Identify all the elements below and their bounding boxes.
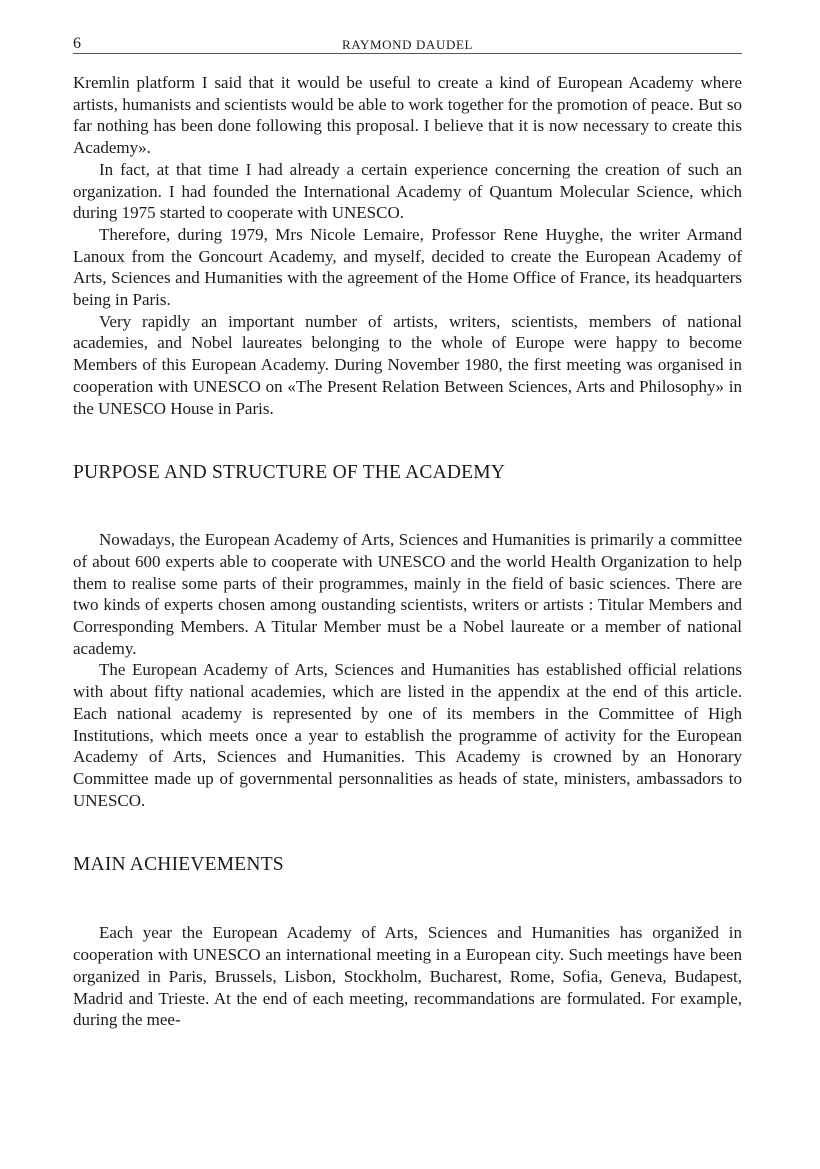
purpose-paragraph-1: Nowadays, the European Academy of Arts, Sciences and Humanities is primarily a committee of about 600 experts able to cooperate with UNESCO and the world Health Organization to help them to realise some parts of their programmes, mainly in the field of basic sciences. There are two kinds of experts chosen among oustanding scientists, writers or artists : Titular Members and Corresponding Members. A Titular Member must be a Nobel laureate or a member of national academy. [73,530,742,658]
body-text [73,72,742,1031]
achievements-paragraph-1: Each year the European Academy of Arts, Sciences and Humanities has organižed in cooperation with UNESCO an international meeting in a European city. Such meetings have been organized in Paris, Brussels, Lisbon, Stockholm, Bucharest, Rome, Sofia, Geneva, Budapest, Madrid and Trieste. At the end of each meeting, recommandations are formulated. For example, during the mee- [73,923,742,1030]
section-heading-purpose: PURPOSE AND STRUCTURE OF THE ACADEMY [73,462,506,484]
intro-paragraph-4: Very rapidly an important number of artists, writers, scientists, members of national academies, and Nobel laureates belonging to the whole of Europe were happy to become Members of this European Academy. During November 1980, the first meeting was organised in cooperation with UNESCO on «The Present Relation Between Sciences, Arts and Philosophy» in the UNESCO House in Paris. [73,311,742,418]
section-heading-achievements: MAIN ACHIEVEMENTS [73,854,284,876]
running-header [73,35,742,54]
intro-paragraph-2: In fact, at that time I had already a certain experience concerning the creation of such an organization. I had founded the International Academy of Quantum Molecular Science, which during 1975 started to cooperate with UNESCO. [73,159,742,223]
intro-paragraph-1: Kremlin platform I said that it would be useful to create a kind of European Academy where artists, humanists and scientists would be able to work together for the promotion of peace. But so far nothing has been done following this proposal. I believe that it is now necessary to create this Academy». [73,73,742,158]
purpose-paragraph-2: The European Academy of Arts, Sciences and Humanities has established official relations with about fifty national academies, which are listed in the appendix at the end of this article. Each national academy is represented by one of its members in the Committee of High Institutions, which meets once a year to establish the programme of activity for the European Academy of Arts, Sciences and Humanities. This Academy is crowned by an Honorary Committee made up of governmental personnalities as heads of state, ministers, ambassadors to UNESCO. [73,660,742,810]
intro-paragraph-3: Therefore, during 1979, Mrs Nicole Lemaire, Professor Rene Huyghe, the writer Armand Lanoux from the Goncourt Academy, and myself, decided to create the European Academy of Arts, Sciences and Humanities with the agreement of the Home Office of France, its headquarters being in Paris. [73,224,742,310]
running-title: RAYMOND DAUDEL [341,37,474,52]
page-number: 6 [73,35,81,52]
